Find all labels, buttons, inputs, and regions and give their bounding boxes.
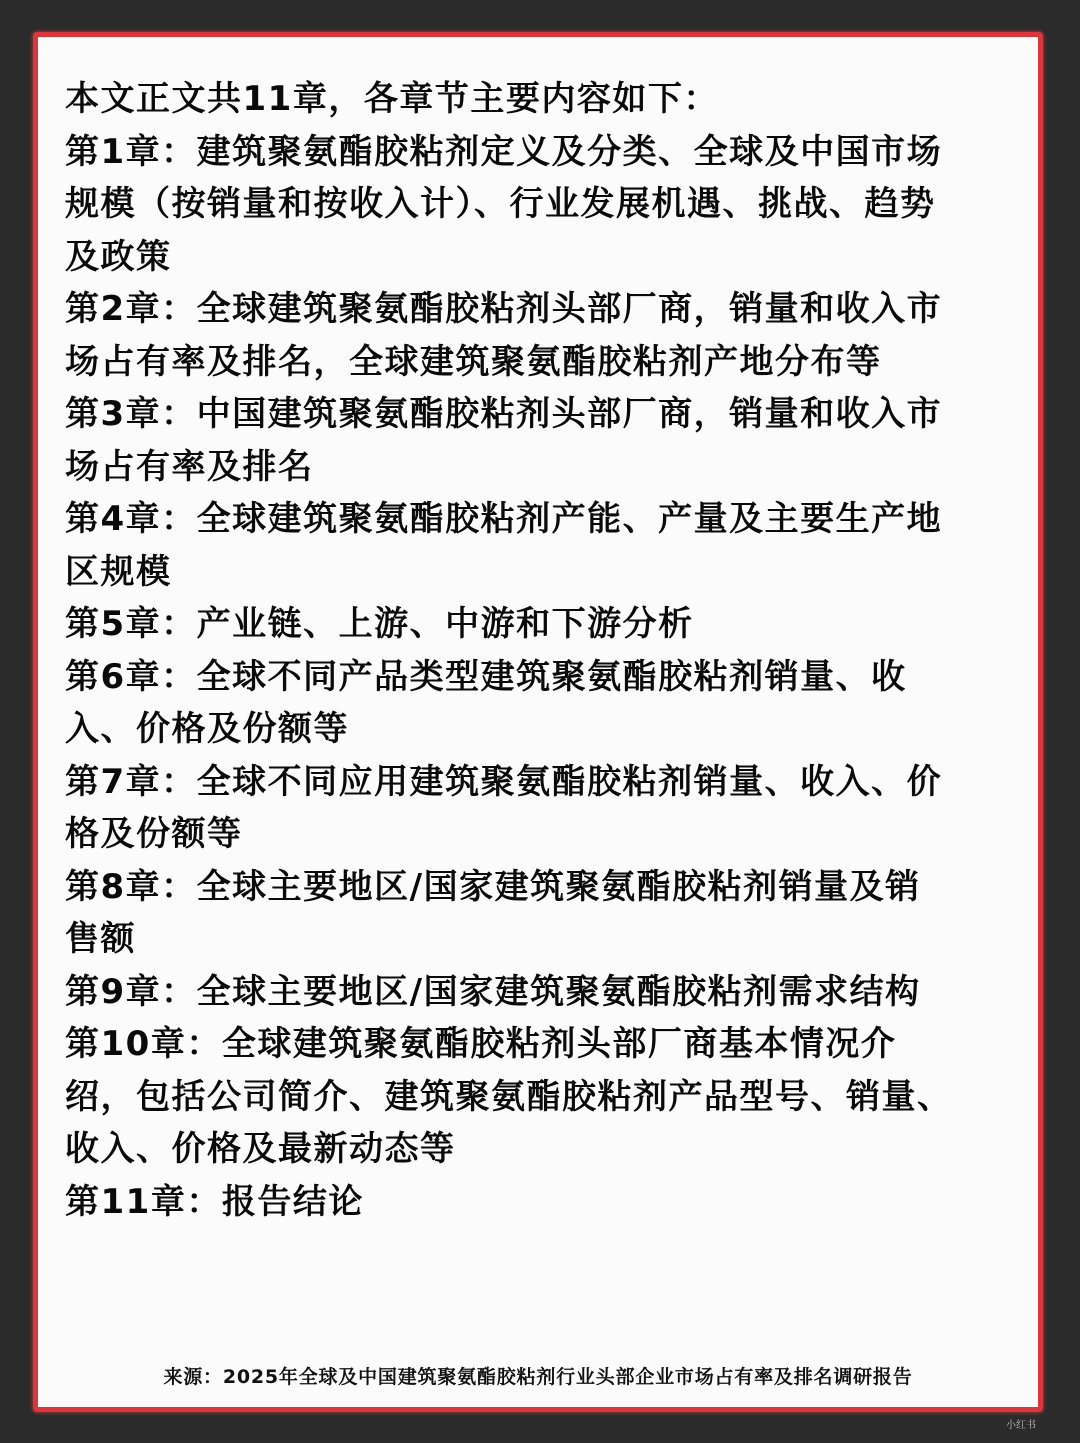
- text-line: 第10章：全球建筑聚氨酯胶粘剂头部厂商基本情况介: [65, 1024, 897, 1064]
- text-line: 入、价格及份额等: [65, 709, 349, 749]
- text-line: 第4章：全球建筑聚氨酯胶粘剂产能、产量及主要生产地: [65, 499, 943, 539]
- intro-line: 本文正文共11章，各章节主要内容如下：: [65, 79, 719, 119]
- text-line: 第5章：产业链、上游、中游和下游分析: [65, 604, 694, 644]
- text-line: 第3章：中国建筑聚氨酯胶粘剂头部厂商，销量和收入市: [65, 394, 943, 434]
- text-line: 第7章：全球不同应用建筑聚氨酯胶粘剂销量、收入、价: [65, 761, 943, 802]
- text-line: 收入、价格及最新动态等: [65, 1129, 456, 1169]
- watermark-logo: 小红书: [1006, 1420, 1036, 1431]
- text-line: 绍，包括公司简介、建筑聚氨酯胶粘剂产品型号、销量、: [65, 1076, 953, 1117]
- text-line: 第1章：建筑聚氨酯胶粘剂定义及分类、全球及中国市场: [65, 131, 943, 172]
- text-line: 格及份额等: [65, 814, 243, 854]
- text-line: 规模（按销量和按收入计）、行业发展机遇、挑战、趋势: [65, 184, 936, 224]
- chapter-list: [65, 73, 1025, 1228]
- text-line: 区规模: [65, 551, 172, 592]
- text-line: 及政策: [65, 236, 172, 277]
- text-line: 第2章：全球建筑聚氨酯胶粘剂头部厂商，销量和收入市: [65, 289, 943, 329]
- text-line: 第8章：全球主要地区/国家建筑聚氨酯胶粘剂销量及销: [65, 866, 921, 907]
- text-line: 场占有率及排名，全球建筑聚氨酯胶粘剂产地分布等: [65, 341, 882, 382]
- text-line: 第9章：全球主要地区/国家建筑聚氨酯胶粘剂需求结构: [65, 971, 921, 1012]
- source-footer: 来源：2025年全球及中国建筑聚氨酯胶粘剂行业头部企业市场占有率及排名调研报告: [163, 1366, 913, 1388]
- text-line: 场占有率及排名: [65, 446, 314, 487]
- text-line: 第6章：全球不同产品类型建筑聚氨酯胶粘剂销量、收: [65, 656, 907, 697]
- text-line: 第11章：报告结论: [65, 1181, 364, 1222]
- content-card: [33, 32, 1043, 1412]
- text-line: 售额: [65, 919, 136, 959]
